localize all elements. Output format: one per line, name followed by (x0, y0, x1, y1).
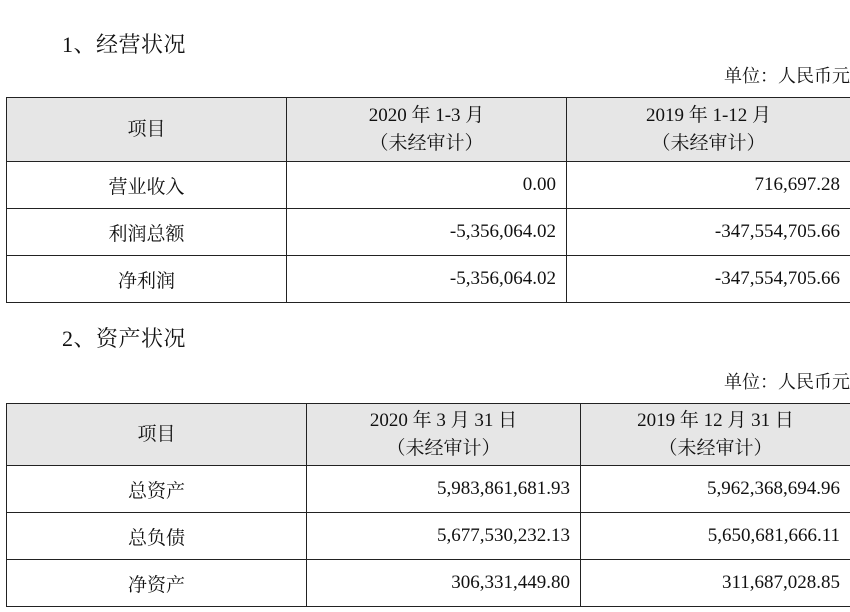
row-value-2019: -347,554,705.66 (567, 209, 850, 256)
row-label: 总资产 (7, 466, 307, 513)
header-period-2020-note: （未经审计） (369, 132, 484, 154)
table-row (7, 256, 850, 303)
row-label: 利润总额 (7, 209, 287, 256)
header-date-2019-note: （未经审计） (658, 437, 773, 459)
row-value-2020: 0.00 (287, 162, 567, 209)
header-period-2019-note: （未经审计） (651, 132, 766, 154)
row-value-2019: 5,650,681,666.11 (581, 513, 850, 560)
row-label: 净利润 (7, 256, 287, 303)
header-date-2019 (581, 404, 850, 466)
row-value-2019: 716,697.28 (567, 162, 850, 209)
table-header-row (7, 98, 850, 162)
header-date-2020-note: （未经审计） (386, 437, 501, 459)
table-row (7, 466, 850, 513)
row-value-2020: 5,677,530,232.13 (307, 513, 581, 560)
header-item: 项目 (7, 98, 287, 162)
table-row (7, 560, 850, 607)
header-period-2019 (567, 98, 850, 162)
table-row (7, 209, 850, 256)
header-item: 项目 (7, 404, 307, 466)
header-date-2020-date: 2020 年 3 月 31 日 (369, 409, 518, 431)
assets-table (6, 403, 850, 607)
header-period-2020-date: 2020 年 1-3 月 (368, 104, 485, 126)
unit-label-operations: 单位：人民币元 (724, 66, 850, 86)
unit-label-assets: 单位：人民币元 (724, 372, 850, 392)
row-value-2019: 5,962,368,694.96 (581, 466, 850, 513)
section-heading-operations: 1、经营状况 (62, 32, 187, 57)
operations-table (6, 97, 850, 303)
row-value-2019: -347,554,705.66 (567, 256, 850, 303)
header-date-2020 (307, 404, 581, 466)
row-label: 总负债 (7, 513, 307, 560)
section-heading-assets: 2、资产状况 (62, 326, 187, 351)
header-period-2019-date: 2019 年 1-12 月 (645, 104, 772, 126)
row-value-2020: -5,356,064.02 (287, 209, 567, 256)
row-value-2020: 5,983,861,681.93 (307, 466, 581, 513)
row-value-2020: -5,356,064.02 (287, 256, 567, 303)
row-label: 净资产 (7, 560, 307, 607)
table-header-row (7, 404, 850, 466)
header-date-2019-date: 2019 年 12 月 31 日 (637, 409, 794, 431)
table-row (7, 162, 850, 209)
header-period-2020 (287, 98, 567, 162)
table-row (7, 513, 850, 560)
row-value-2019: 311,687,028.85 (581, 560, 850, 607)
row-label: 营业收入 (7, 162, 287, 209)
row-value-2020: 306,331,449.80 (307, 560, 581, 607)
